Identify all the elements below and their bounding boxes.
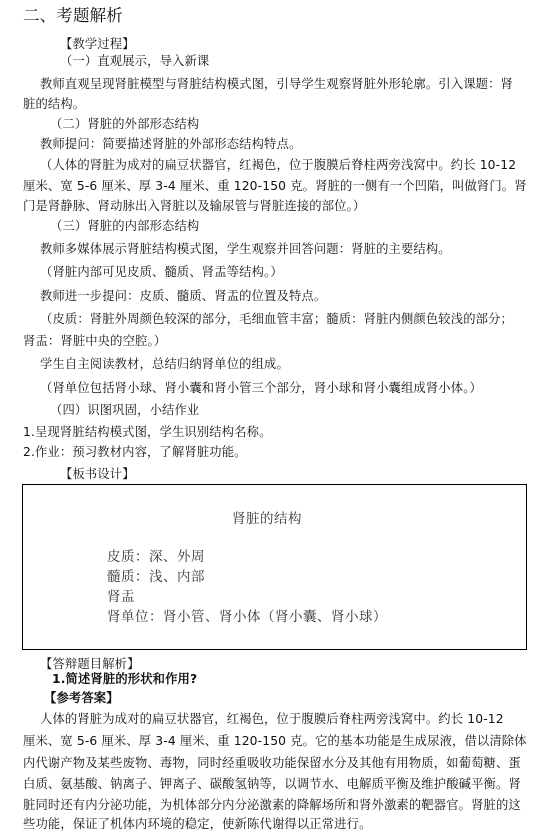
board-line: 肾盂	[107, 589, 135, 605]
part2-question: 教师提问：简要描述肾脏的外部形态结构特点。	[40, 137, 302, 151]
part3-answer-1: （肾脏内部可见皮质、髓质、肾盂等结构。）	[40, 265, 283, 279]
teaching-process-heading: 【教学过程】	[60, 37, 135, 51]
part1-title: （一）直观展示，导入新课	[60, 54, 210, 68]
part2-answer-line: 厘米、宽 5-6 厘米、厚 3-4 厘米、重 120-150 克。肾脏的一侧有一个凹陷，叫做肾门。肾	[23, 179, 527, 193]
qa-answer-line: 内代谢产物及某些废物、毒物，同时经重吸收功能保留水分及其他有用物质，如葡萄糖、蛋	[23, 756, 521, 770]
part4-item: 1.呈现肾脏结构模式图，学生识别结构名称。	[23, 425, 272, 439]
qa-question: 1.简述肾脏的形状和作用?	[52, 672, 198, 686]
part1-body-line: 脏的结构。	[23, 97, 86, 111]
part1-body-line: 教师直观呈现肾脏模型与肾脏结构模式图，引导学生观察肾脏外形轮廓。引入课题：肾	[40, 77, 513, 91]
board-design-box	[22, 484, 527, 650]
qa-answer-line: 些功能，保证了机体内环境的稳定，使新陈代谢得以正常进行。	[23, 817, 372, 831]
part3-reading-task: 学生自主阅读教材，总结归纳肾单位的组成。	[40, 357, 289, 371]
part3-question-1: 教师多媒体展示肾脏结构模式图，学生观察并回答问题：肾脏的主要结构。	[40, 242, 451, 256]
board-title: 肾脏的结构	[232, 511, 302, 527]
part3-answer-2-line: （皮质：肾脏外周颜色较深的部分，毛细血管丰富；髓质：肾脏内侧颜色较浅的部分；	[40, 312, 513, 326]
part3-title: （三）肾脏的内部形态结构	[50, 219, 200, 233]
part3-question-2: 教师进一步提问：皮质、髓质、肾盂的位置及特点。	[40, 289, 327, 303]
qa-answer-line: 脏同时还有内分泌功能，为机体部分内分泌激素的降解场所和肾外激素的靶器官。肾脏的这	[23, 798, 521, 812]
part4-title: （四）识图巩固，小结作业	[50, 403, 200, 417]
part2-title: （二）肾脏的外部形态结构	[50, 117, 200, 131]
part2-answer-line: 门是肾静脉、肾动脉出入肾脏以及输尿管与肾脏连接的部位。）	[23, 199, 366, 213]
board-design-heading: 【板书设计】	[60, 467, 135, 481]
part2-answer-line: （人体的肾脏为成对的扁豆状器官，红褐色，位于腹膜后脊柱两旁浅窝中。约长 10-12	[40, 158, 517, 172]
qa-answer-heading: 【参考答案】	[44, 691, 119, 705]
part4-item: 2.作业：预习教材内容，了解肾脏功能。	[23, 445, 247, 459]
board-line: 髓质：浅、内部	[107, 569, 205, 585]
section-title: 二、考题解析	[23, 6, 123, 25]
qa-answer-line: 厘米、宽 5-6 厘米、厚 3-4 厘米、重 120-150 克。它的基本功能是生成尿液，借以清除体	[23, 734, 527, 748]
part3-answer-2-line: 肾盂：肾脏中央的空腔。）	[23, 334, 167, 348]
board-line: 肾单位：肾小管、肾小体（肾小囊、肾小球）	[107, 609, 387, 625]
qa-answer-line: 白质、氨基酸、钠离子、钾离子、碳酸氢钠等，以调节水、电解质平衡及维护酸碱平衡。肾	[23, 777, 521, 791]
part3-answer-3: （肾单位包括肾小球、肾小囊和肾小管三个部分，肾小球和肾小囊组成肾小体。）	[40, 381, 482, 395]
qa-answer-line: 人体的肾脏为成对的扁豆状器官，红褐色，位于腹膜后脊柱两旁浅窝中。约长 10-12	[40, 712, 504, 726]
board-line: 皮质：深、外周	[107, 549, 205, 565]
qa-heading: 【答辩题目解析】	[40, 657, 140, 671]
